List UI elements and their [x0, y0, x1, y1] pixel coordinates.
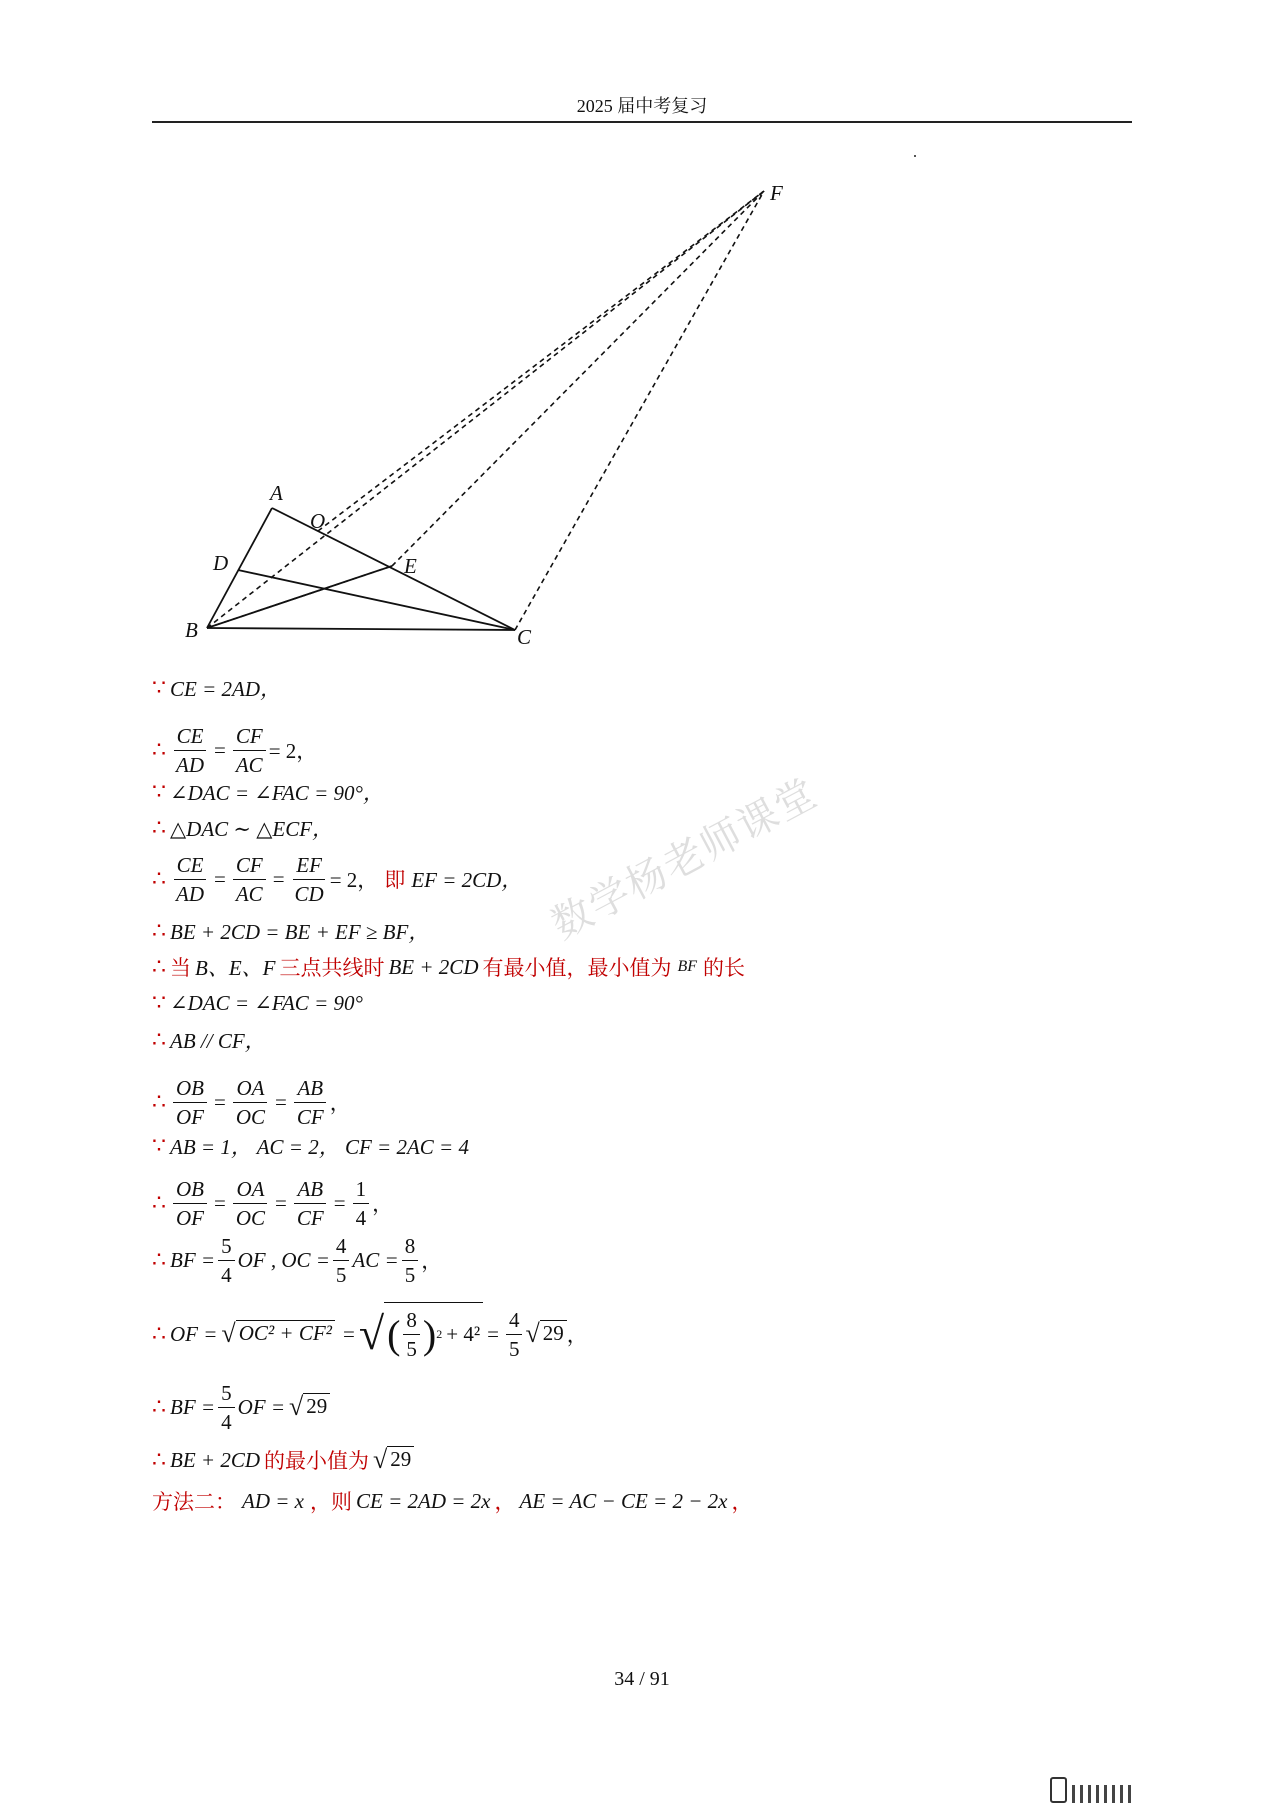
line-14: ∴ OF = √ OC² + CF² = √ ( 8 5 ) 2 + 4² = $\frac{4}{5}$ √ 29 ，	[152, 1298, 588, 1370]
line-15: ∴ BF = $\frac{5}{4}$ OF = √ 29	[152, 1380, 330, 1434]
line-2: ∴ $\frac{CE}{AD}$ = $\frac{CF}{AC}$ = 2，	[152, 723, 318, 777]
line-8: ∵ ∠DAC = ∠FAC = 90°	[152, 990, 363, 1015]
dashed-of	[318, 191, 764, 531]
segment-ac	[272, 508, 515, 630]
label-f: F	[770, 181, 783, 205]
label-c: C	[517, 625, 532, 649]
page-number: 34 / 91	[614, 1668, 670, 1690]
label-o: O	[310, 509, 326, 533]
line-6: ∴ BE + 2CD = BE + EF ≥ BF，	[152, 918, 430, 944]
line-12: ∴ $\frac{OB}{OF}$ = $\frac{OA}{OC}$ = $\frac{AB}{CF}$ = $\frac{1}{4}$ ，	[152, 1176, 394, 1230]
line-10: ∴ $\frac{OB}{OF}$ = $\frac{OA}{OC}$ = $\frac{AB}{CF}$ ，	[152, 1075, 351, 1129]
corner-icon	[1050, 1777, 1067, 1803]
dashed-bf	[392, 191, 764, 566]
dashed-bf-full	[207, 191, 764, 628]
line-11: ∵ AB = 1， AC = 2， CF = 2AC = 4	[152, 1133, 469, 1159]
segment-dc	[238, 570, 515, 630]
page-header: 2025 届中考复习	[576, 96, 708, 116]
line-17: 方法二： AD = x ，则 CE = 2AD = 2x ， AE = AC − CE = 2 − 2x ，	[152, 1488, 753, 1514]
corner-mark	[1050, 1777, 1131, 1803]
label-b: B	[185, 618, 198, 642]
line-7: ∴ 当 B、E、F 三点共线时 BE + 2CD 有最小值，最小值为 BF 的长	[152, 954, 746, 980]
label-d: D	[213, 551, 229, 575]
line-9: ∴ AB // CF，	[152, 1027, 266, 1053]
geometry-figure	[0, 0, 1280, 700]
line-4: ∴ △DAC ∼ △ECF，	[152, 815, 334, 841]
label-e: E	[404, 554, 417, 578]
dashed-cf	[515, 191, 764, 630]
line-3: ∵ ∠DAC = ∠FAC = 90°，	[152, 779, 384, 805]
segment-bc	[207, 628, 515, 630]
watermark: 数学杨老师课堂	[544, 769, 826, 949]
line-13: ∴ BF = $\frac{5}{4}$ OF , OC = $\frac{4}{5}$ AC = $\frac{8}{5}$ ，	[152, 1233, 443, 1287]
line-16: ∴ BE + 2CD 的最小值为 √ 29	[152, 1447, 414, 1473]
line-5: ∴ $\frac{CE}{AD}$ = $\frac{CF}{AC}$ = $\frac{EF}{CD}$ = 2， 即 EF = 2CD，	[152, 852, 523, 906]
line-1: ∵ CE = 2AD，	[152, 675, 281, 701]
label-a: A	[270, 481, 283, 505]
